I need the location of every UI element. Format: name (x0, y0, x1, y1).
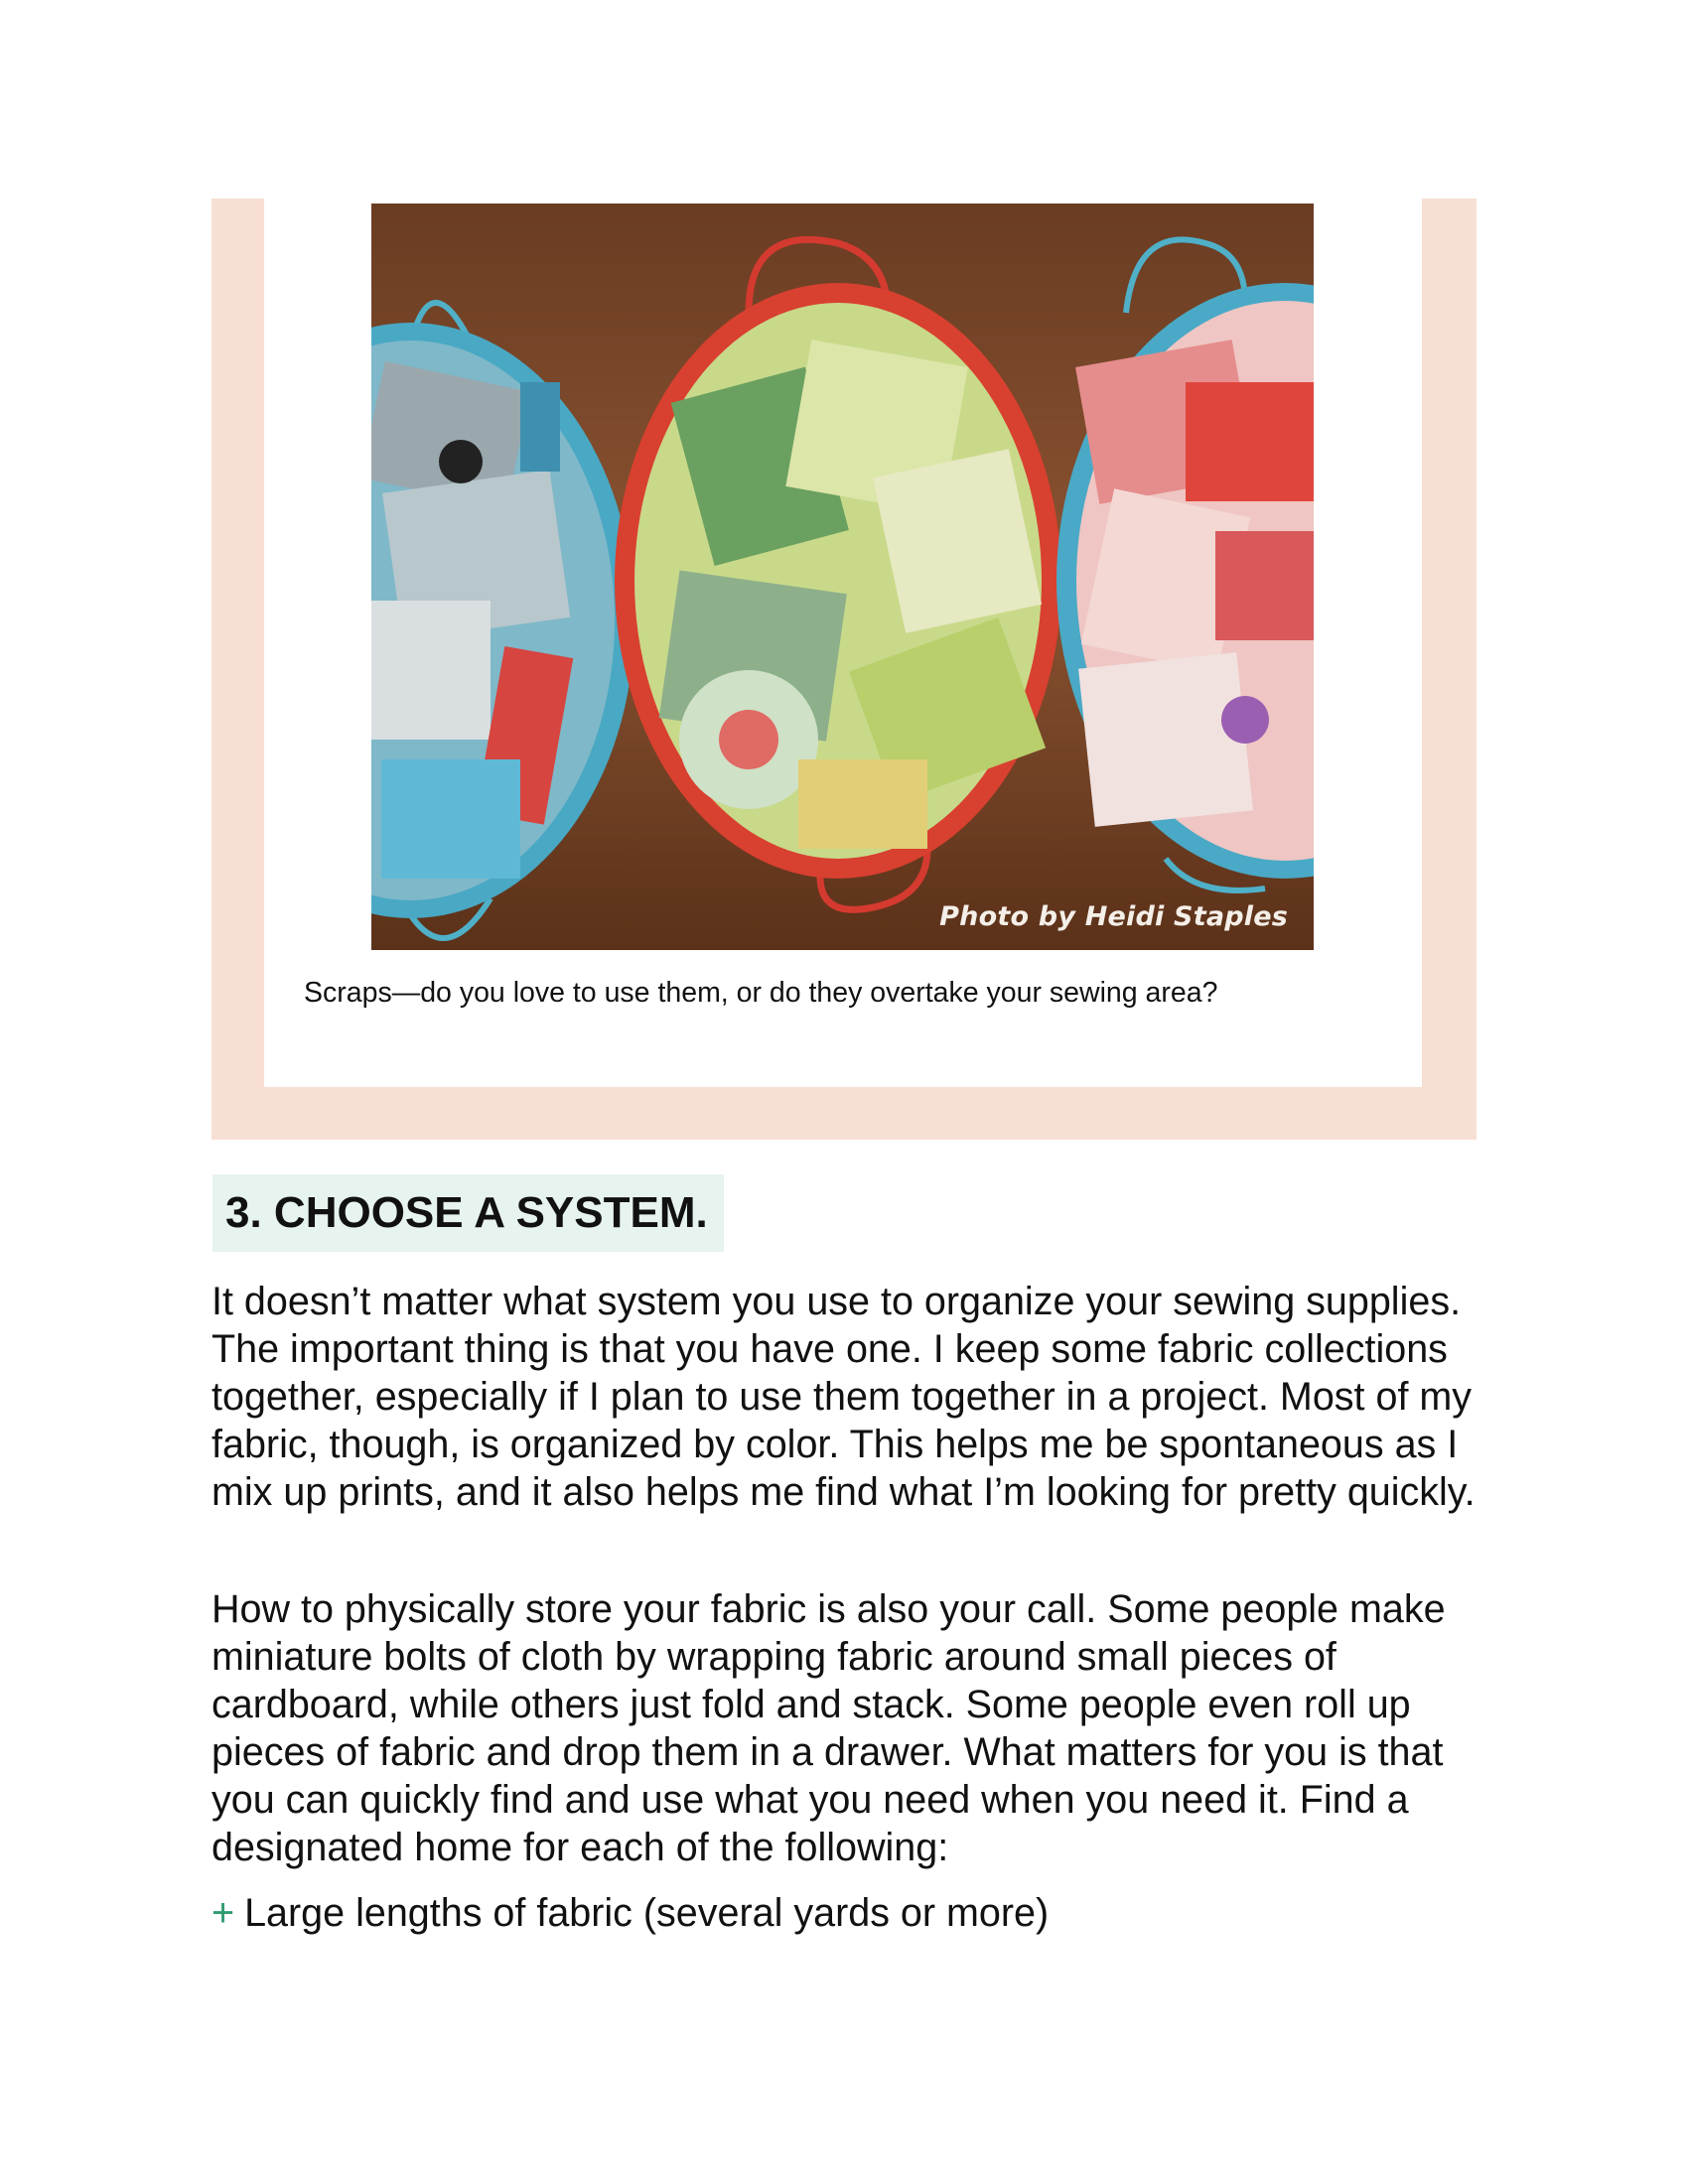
list-item (211, 1889, 1049, 1937)
plus-bullet-icon: + (211, 1891, 235, 1935)
photo-credit: Photo by Heidi Staples (939, 901, 1288, 932)
body-paragraph: How to physically store your fabric is also your call. Some people make miniature bolts of cloth by wrapping fabric around small pieces of cardboard, while others just fold and stack. Some people even roll up pieces of fabric and drop them in a drawer. What matters for you is that you can quickly find and use what you need when you need it. Find a designated home for each of the following: (211, 1587, 1446, 1869)
fabric-scraps-photo (371, 204, 1314, 950)
body-paragraph: It doesn’t matter what system you use to organize your sewing supplies. The important thing is that you have one. I keep some fabric collections together, especially if I plan to use them together in a project. Most of my fabric, though, is organized by color. This helps me be spontaneous as I mix up prints, and it also helps me find what I’m looking for pretty quickly. (211, 1280, 1476, 1514)
fabric-baskets-illustration (371, 204, 1314, 950)
figure-panel (264, 199, 1422, 1087)
list-item-text: Large lengths of fabric (several yards or more) (244, 1891, 1050, 1935)
figure-caption: Scraps—do you love to use them, or do they overtake your sewing area? (304, 977, 1218, 1009)
section-heading: 3. CHOOSE A SYSTEM. (212, 1174, 724, 1252)
figure-frame (211, 199, 1477, 1140)
